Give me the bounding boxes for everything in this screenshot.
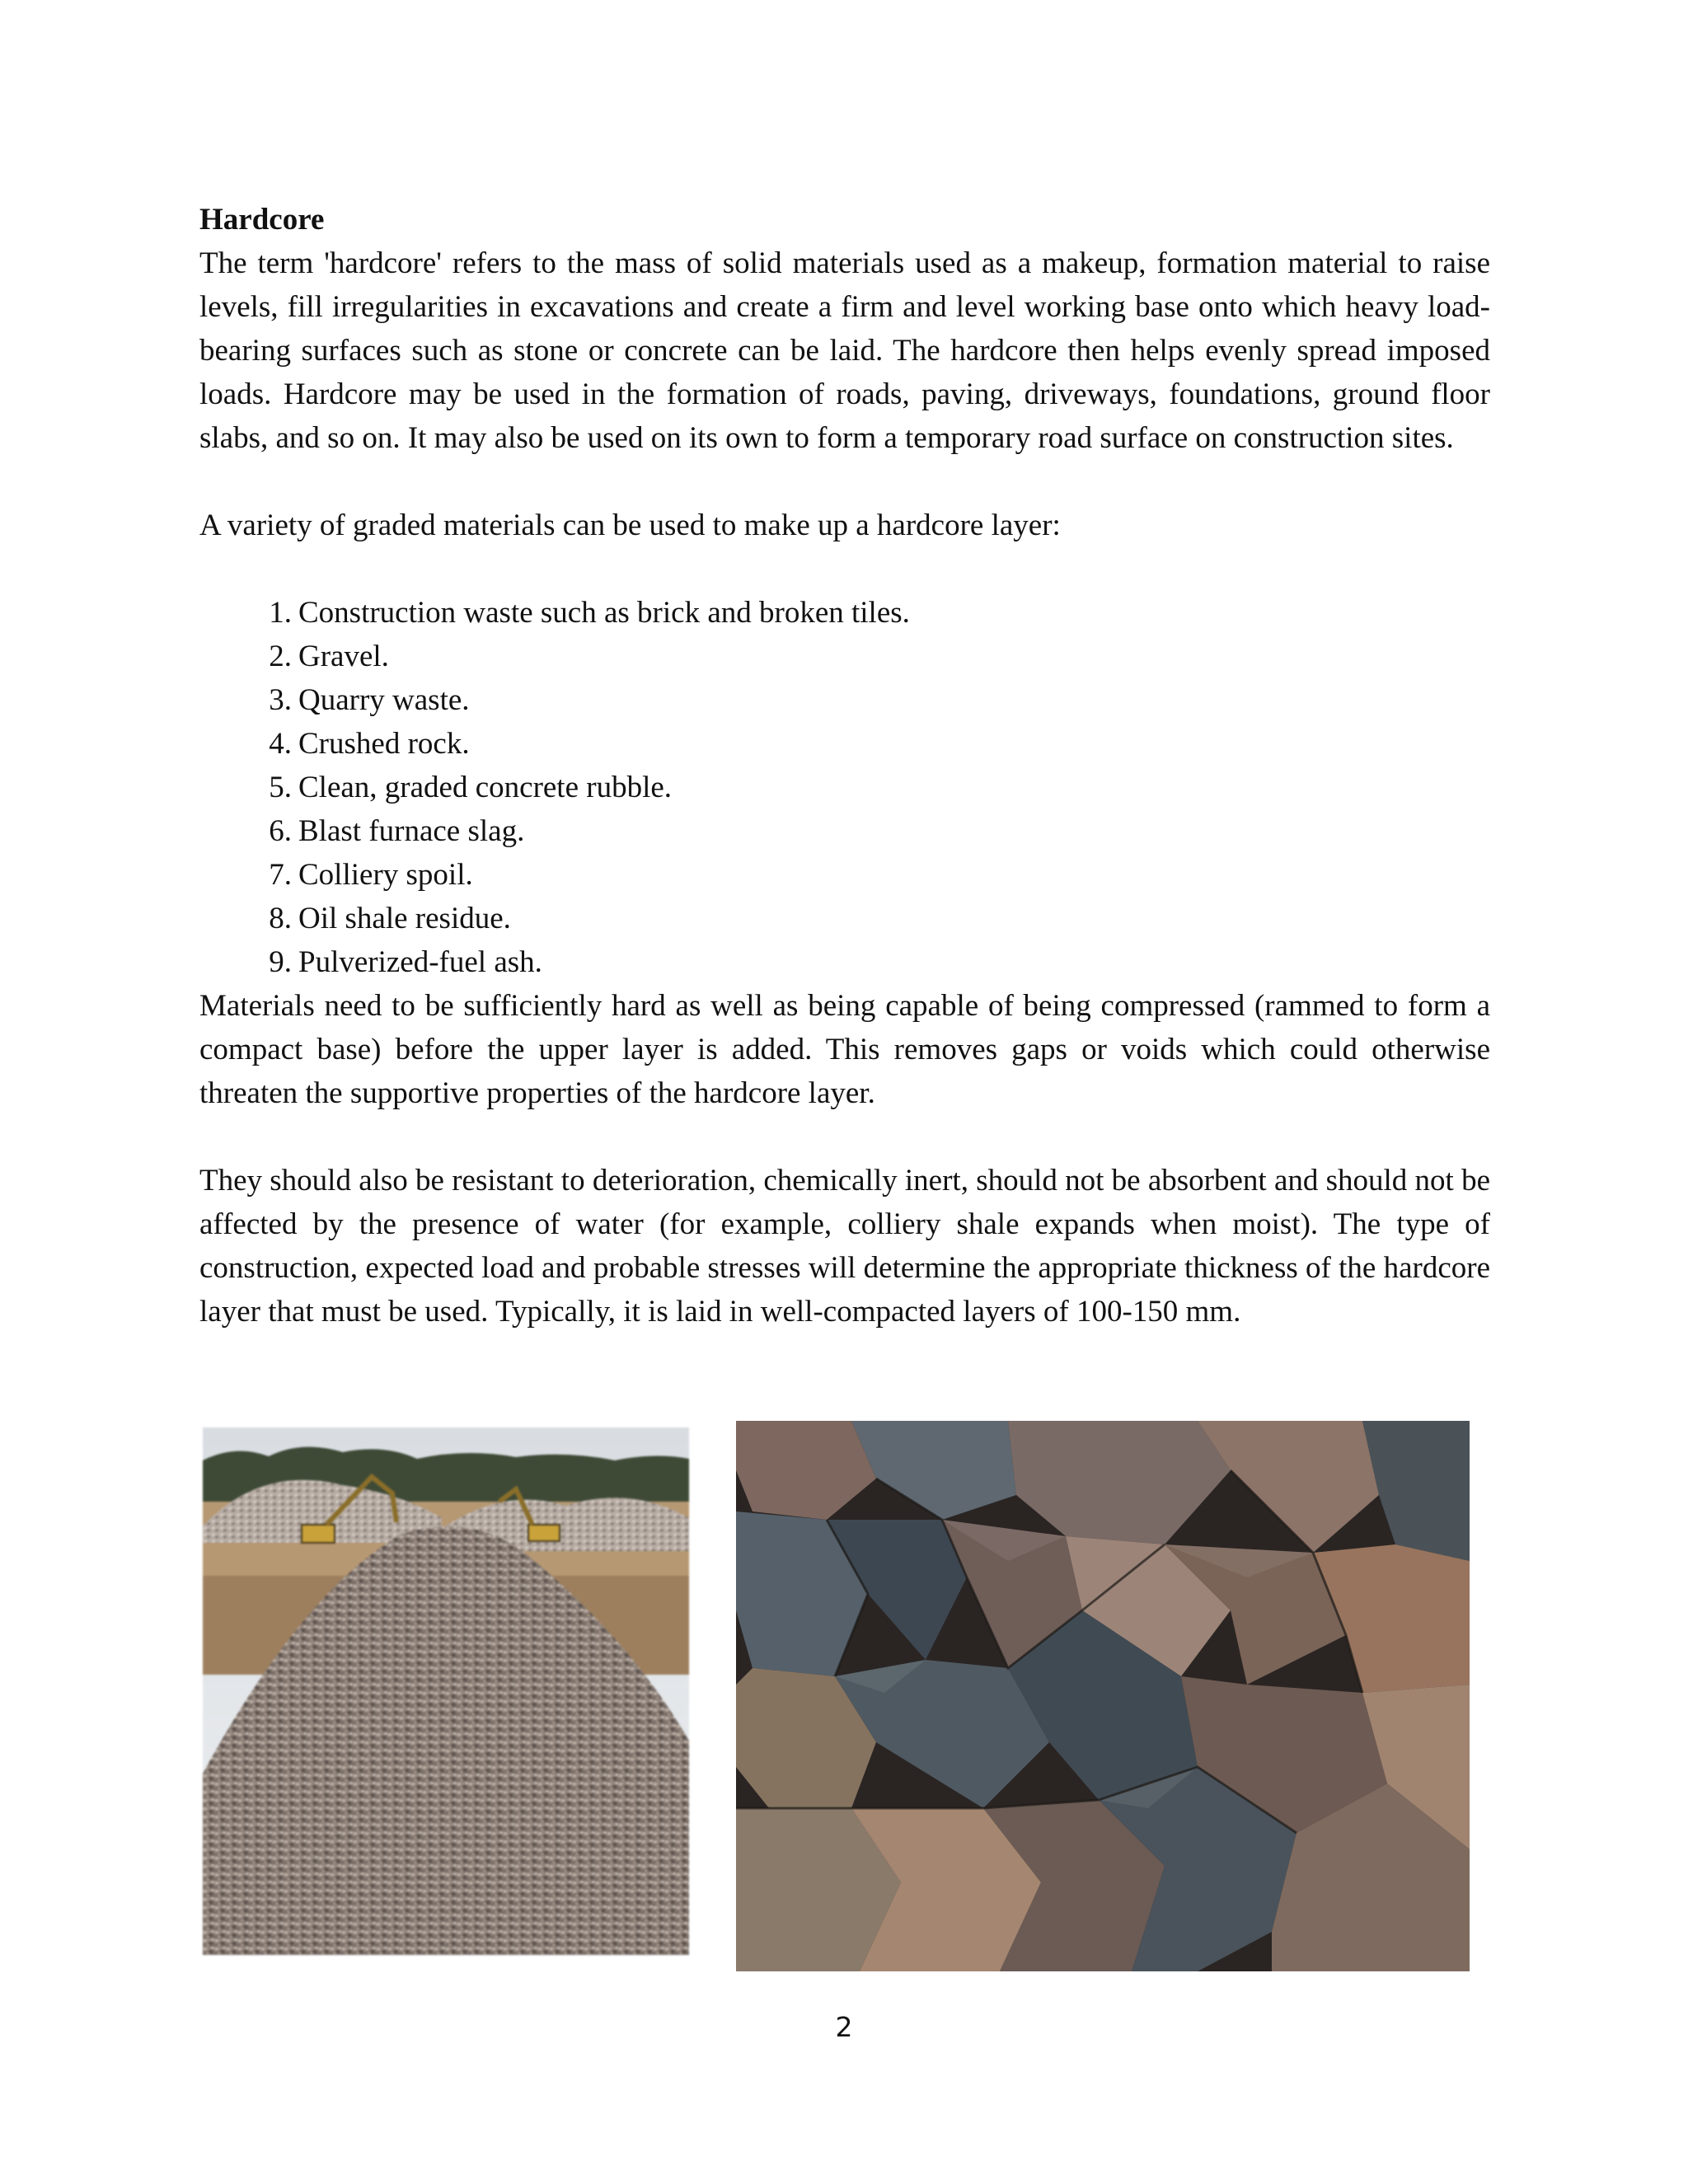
section-heading: Hardcore	[199, 203, 325, 237]
hardcore-rocks-photo	[736, 1421, 1470, 1971]
paragraph-gap	[199, 1115, 1490, 1159]
materials-list	[199, 591, 1490, 984]
list-item	[199, 897, 1490, 940]
list-item	[199, 766, 1490, 809]
list-item-text: Gravel.	[298, 640, 389, 673]
list-number: 3.	[269, 683, 292, 717]
list-item-text: Pulverized-fuel ash.	[298, 945, 542, 979]
list-item-text: Crushed rock.	[298, 727, 470, 761]
list-item-text: Clean, graded concrete rubble.	[298, 771, 673, 804]
list-number: 7.	[269, 858, 292, 892]
list-number: 4.	[269, 727, 292, 761]
gravel-pile-photo	[203, 1427, 689, 1955]
page-number: 2	[835, 2011, 853, 2043]
list-item-text: Oil shale residue.	[298, 902, 511, 935]
list-intro: A variety of graded materials can be used to make up a hardcore layer:	[199, 509, 1061, 542]
paragraph-gap	[199, 547, 1490, 591]
resistance-paragraph: They should also be resistant to deterioration, chemically inert, should not be absorbent and should not be affected by the presence of water (for example, colliery shale expands when moist). The type of construction, expected load and probable stresses will determine the appropriate thickness of the hardcore layer that must be used. Typically, it is laid in well-compacted layers of 100-150 mm.	[199, 1164, 1490, 1329]
list-item	[199, 635, 1490, 678]
list-item-text: Colliery spoil.	[298, 858, 473, 892]
list-item	[199, 940, 1490, 984]
list-number: 6.	[269, 814, 292, 848]
list-item	[199, 809, 1490, 853]
list-number: 9.	[269, 945, 292, 979]
list-item-text: Construction waste such as brick and broken tiles.	[298, 596, 910, 630]
list-number: 1.	[269, 596, 292, 630]
compression-paragraph: Materials need to be sufficiently hard as well as being capable of being compressed (rammed to form a compact base) before the upper layer is added. This removes gaps or voids which could otherwise threaten the supportive properties of the hardcore layer.	[199, 989, 1490, 1110]
list-item	[199, 722, 1490, 766]
list-item	[199, 853, 1490, 897]
list-number: 8.	[269, 902, 292, 935]
paragraph-gap	[199, 460, 1490, 504]
list-number: 2.	[269, 640, 292, 673]
list-item	[199, 591, 1490, 635]
page-body	[199, 198, 1490, 1333]
intro-paragraph: The term 'hardcore' refers to the mass of solid materials used as a makeup, formation material to raise levels, fill irregularities in excavations and create a firm and level working base onto which heavy load-bearing surfaces such as stone or concrete can be laid. The hardcore then helps evenly spread imposed loads. Hardcore may be used in the formation of roads, paving, driveways, foundations, ground floor slabs, and so on. It may also be used on its own to form a temporary road surface on construction sites.	[199, 246, 1490, 455]
list-item-text: Blast furnace slag.	[298, 814, 525, 848]
list-number: 5.	[269, 771, 292, 804]
list-item	[199, 678, 1490, 722]
list-item-text: Quarry waste.	[298, 683, 470, 717]
